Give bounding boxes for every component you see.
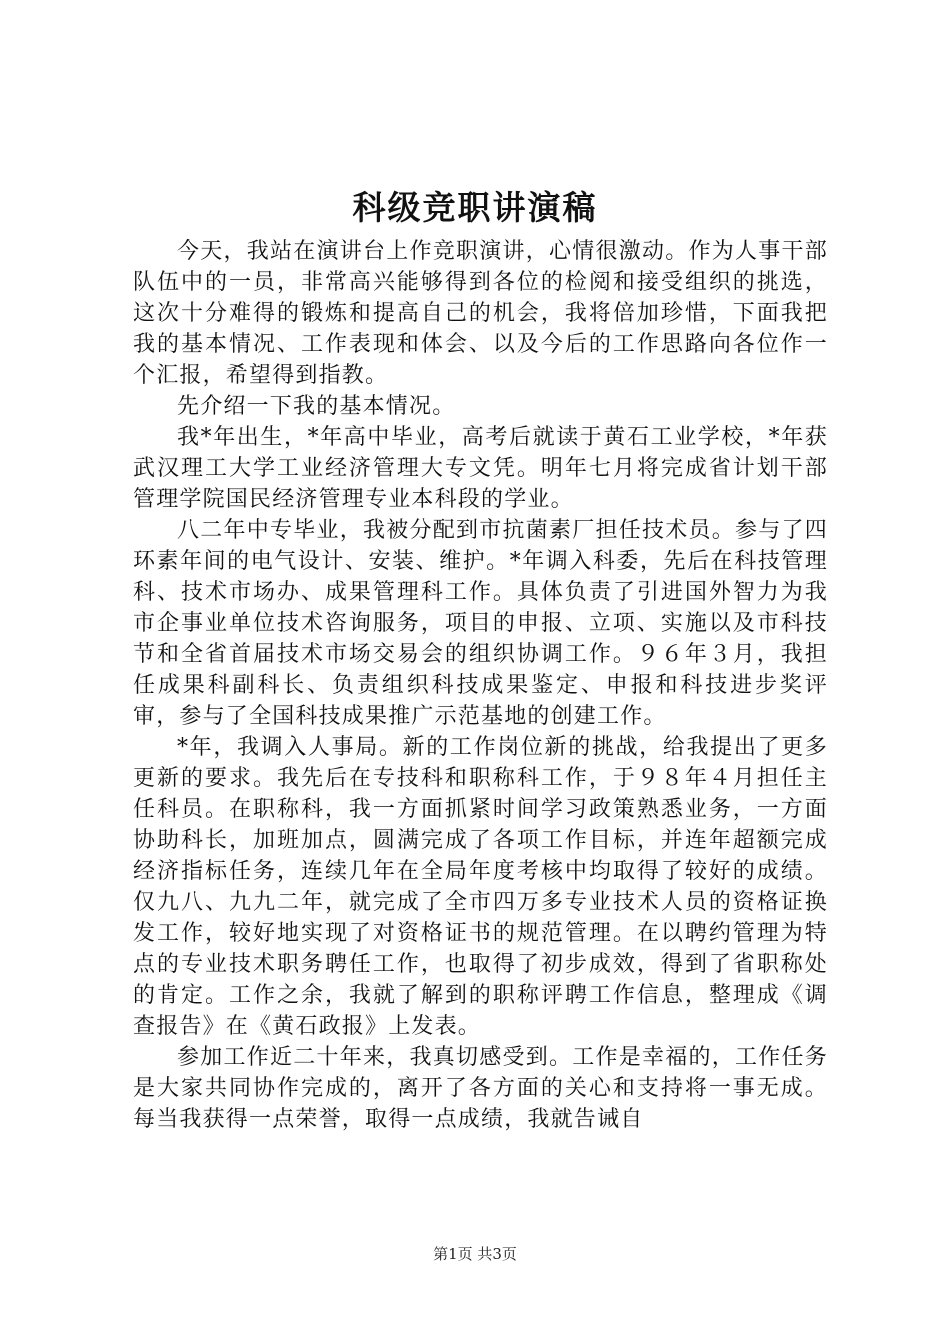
paragraph-personnel-bureau: *年，我调入人事局。新的工作岗位新的挑战，给我提出了更多更新的要求。我先后在专技科和职称科工作，于９８年４月担任主任科员。在职称科，我一方面抓紧时间学习政策熟悉业务，一方面协助科长，加班加点，圆满完成了各项工作目标，并连年超额完成经济指标任务，连续几年在全局年度考核中均取得了较好的成绩。仅九八、九九二年，就完成了全市四万多专业技术人员的资格证换发工作，较好地实现了对资格证书的规范管理。在以聘约管理为特点的专业技术职务聘任工作，也取得了初步成效，得到了省职称处的肯定。工作之余，我就了解到的职称评聘工作信息，整理成《调查报告》在《黄石政报》上发表。 (133, 735, 828, 1039)
paragraph-basic-intro: 先介绍一下我的基本情况。 (177, 394, 456, 419)
paragraph-education: 我*年出生，*年高中毕业，高考后就读于黄石工业学校，*年获武汉理工大学工业经济管理大专文凭。明年七月将完成省计划干部管理学院国民经济管理专业本科段的学业。 (133, 425, 828, 512)
page-footer: 第1页 共3页 (433, 1245, 517, 1263)
paragraph-intro: 今天，我站在演讲台上作竞职演讲，心情很激动。作为人事干部队伍中的一员，非常高兴能够得到各位的检阅和接受组织的挑选，这次十分难得的锻炼和提高自己的机会，我将倍加珍惜，下面我把我的基本情况、工作表现和体会、以及今后的工作思路向各位作一个汇报，希望得到指教。 (133, 239, 828, 388)
document-title: 科级竞职讲演稿 (352, 188, 598, 227)
document-body (133, 236, 828, 1135)
paragraph-early-career: 八二年中专毕业，我被分配到市抗菌素厂担任技术员。参与了四环素年间的电气设计、安装、维护。*年调入科委，先后在科技管理科、技术市场办、成果管理科工作。具体负责了引进国外智力为我市企事业单位技术咨询服务，项目的申报、立项、实施以及市科技节和全省首届技术市场交易会的组织协调工作。９６年３月，我担任成果科副科长、负责组织科技成果鉴定、申报和科技进步奖评审，参与了全国科技成果推广示范基地的创建工作。 (133, 518, 828, 729)
paragraph-reflection: 参加工作近二十年来，我真切感受到。工作是幸福的，工作任务是大家共同协作完成的，离开了各方面的关心和支持将一事无成。每当我获得一点荣誉，取得一点成绩，我就告诫自 (133, 1045, 828, 1132)
